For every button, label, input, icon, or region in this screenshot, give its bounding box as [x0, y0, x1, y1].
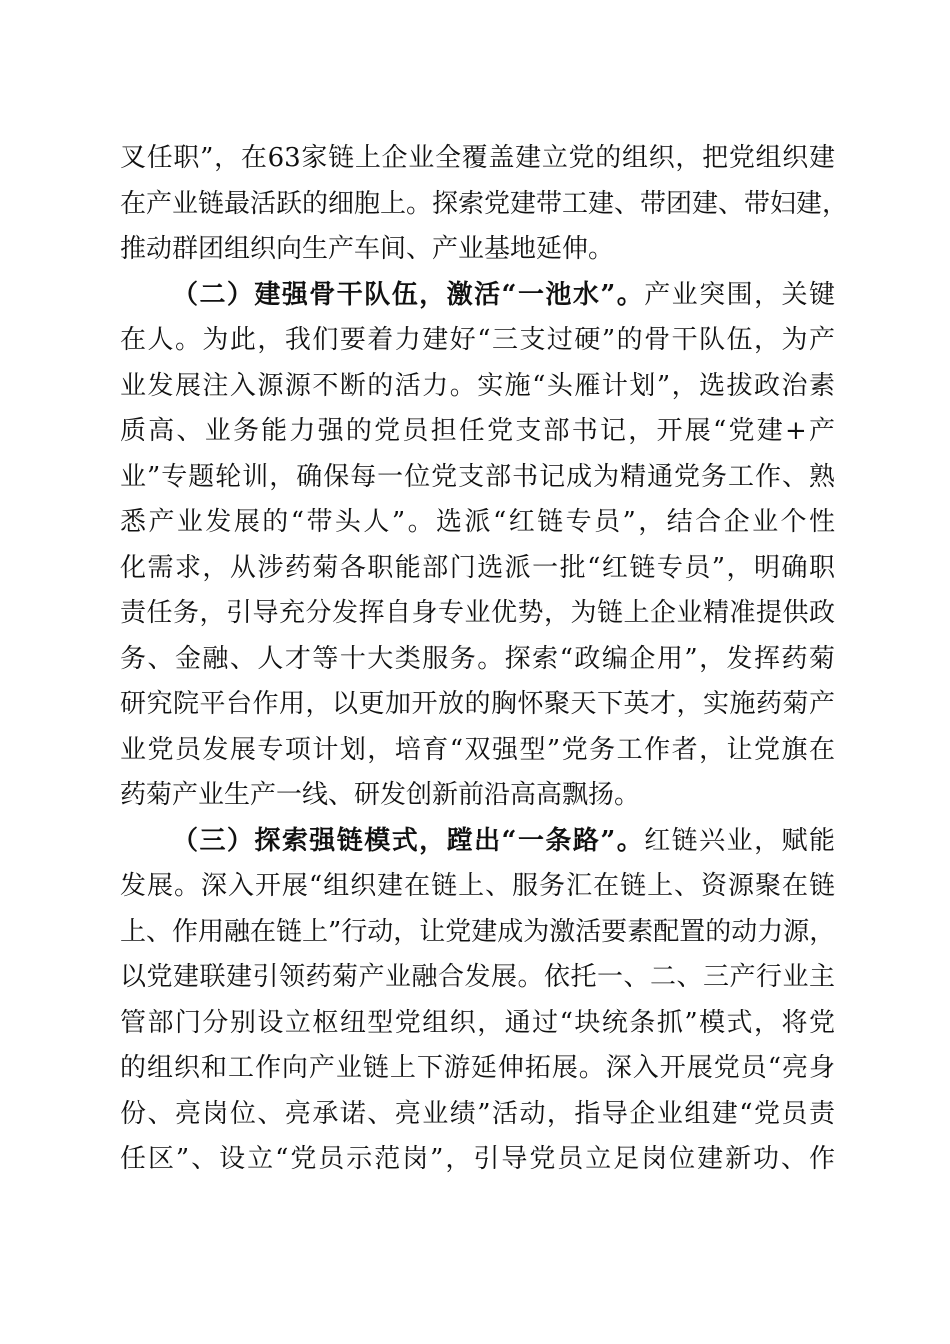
text-run: 产业突围，关键 [644, 279, 835, 310]
section-heading-2: （二）建强骨干队伍，激活“一池水”。 [172, 279, 645, 310]
paragraph-2 [120, 273, 835, 819]
text-line: 上、作用融在链上”行动，让党建成为激活要素配置的动力源， [120, 916, 836, 947]
text-line: 化需求，从涉药菊各职能部门选派一批“红链专员”，明确职 [120, 552, 835, 583]
text-line: 质高、业务能力强的党员担任党支部书记，开展“党建+产 [120, 416, 835, 446]
paragraph-first-line [120, 273, 835, 319]
paragraph-3 [120, 819, 835, 1183]
text-line: 的组织和工作向产业链上下游延伸拓展。深入开展党员“亮身 [120, 1053, 835, 1083]
section-heading-3: （三）探索强链模式，蹚出“一条路”。 [172, 825, 645, 856]
text-line: 叉任职”，在63家链上企业全覆盖建立党的组织，把党组织建 [120, 143, 835, 173]
text-line: 悉产业发展的“带头人”。选派“红链专员”，结合企业个性 [120, 507, 835, 537]
text-line: 业党员发展专项计划，培育“双强型”党务工作者，让党旗在 [120, 734, 835, 765]
text-line: 任区”、设立“党员示范岗”，引导党员立足岗位建新功、作 [120, 1144, 835, 1174]
text-line: 管部门分别设立枢纽型党组织，通过“块统条抓”模式，将党 [120, 1007, 835, 1038]
text-line: 责任务，引导充分发挥自身专业优势，为链上企业精准提供政 [120, 598, 835, 628]
text-line: 药菊产业生产一线、研发创新前沿高高飘扬。 [120, 780, 641, 810]
paragraph-1 [120, 136, 849, 273]
text-line: 业发展注入源源不断的活力。实施“头雁计划”，选拔政治素 [120, 370, 835, 401]
text-line: 业”专题轮训，确保每一位党支部书记成为精通党务工作、熟 [120, 461, 835, 492]
paragraph-first-line [120, 819, 835, 865]
text-line: 务、金融、人才等十大类服务。探索“政编企用”，发挥药菊 [120, 643, 835, 674]
text-line: 在人。为此，我们要着力建好“三支过硬”的骨干队伍，为产 [120, 325, 835, 355]
text-run: 红链兴业，赋能 [644, 825, 835, 856]
text-line: 推动群团组织向生产车间、产业基地延伸。 [120, 234, 615, 264]
text-line: 发展。深入开展“组织建在链上、服务汇在链上、资源聚在链 [120, 871, 835, 901]
text-line: 研究院平台作用，以更加开放的胸怀聚天下英才，实施药菊产 [120, 689, 835, 719]
text-line: 以党建联建引领药菊产业融合发展。依托一、二、三产行业主 [120, 962, 835, 992]
document-body [120, 136, 849, 1183]
text-line: 在产业链最活跃的细胞上。探索党建带工建、带团建、带妇建， [120, 188, 849, 219]
text-line: 份、亮岗位、亮承诺、亮业绩”活动，指导企业组建“党员责 [120, 1098, 835, 1129]
